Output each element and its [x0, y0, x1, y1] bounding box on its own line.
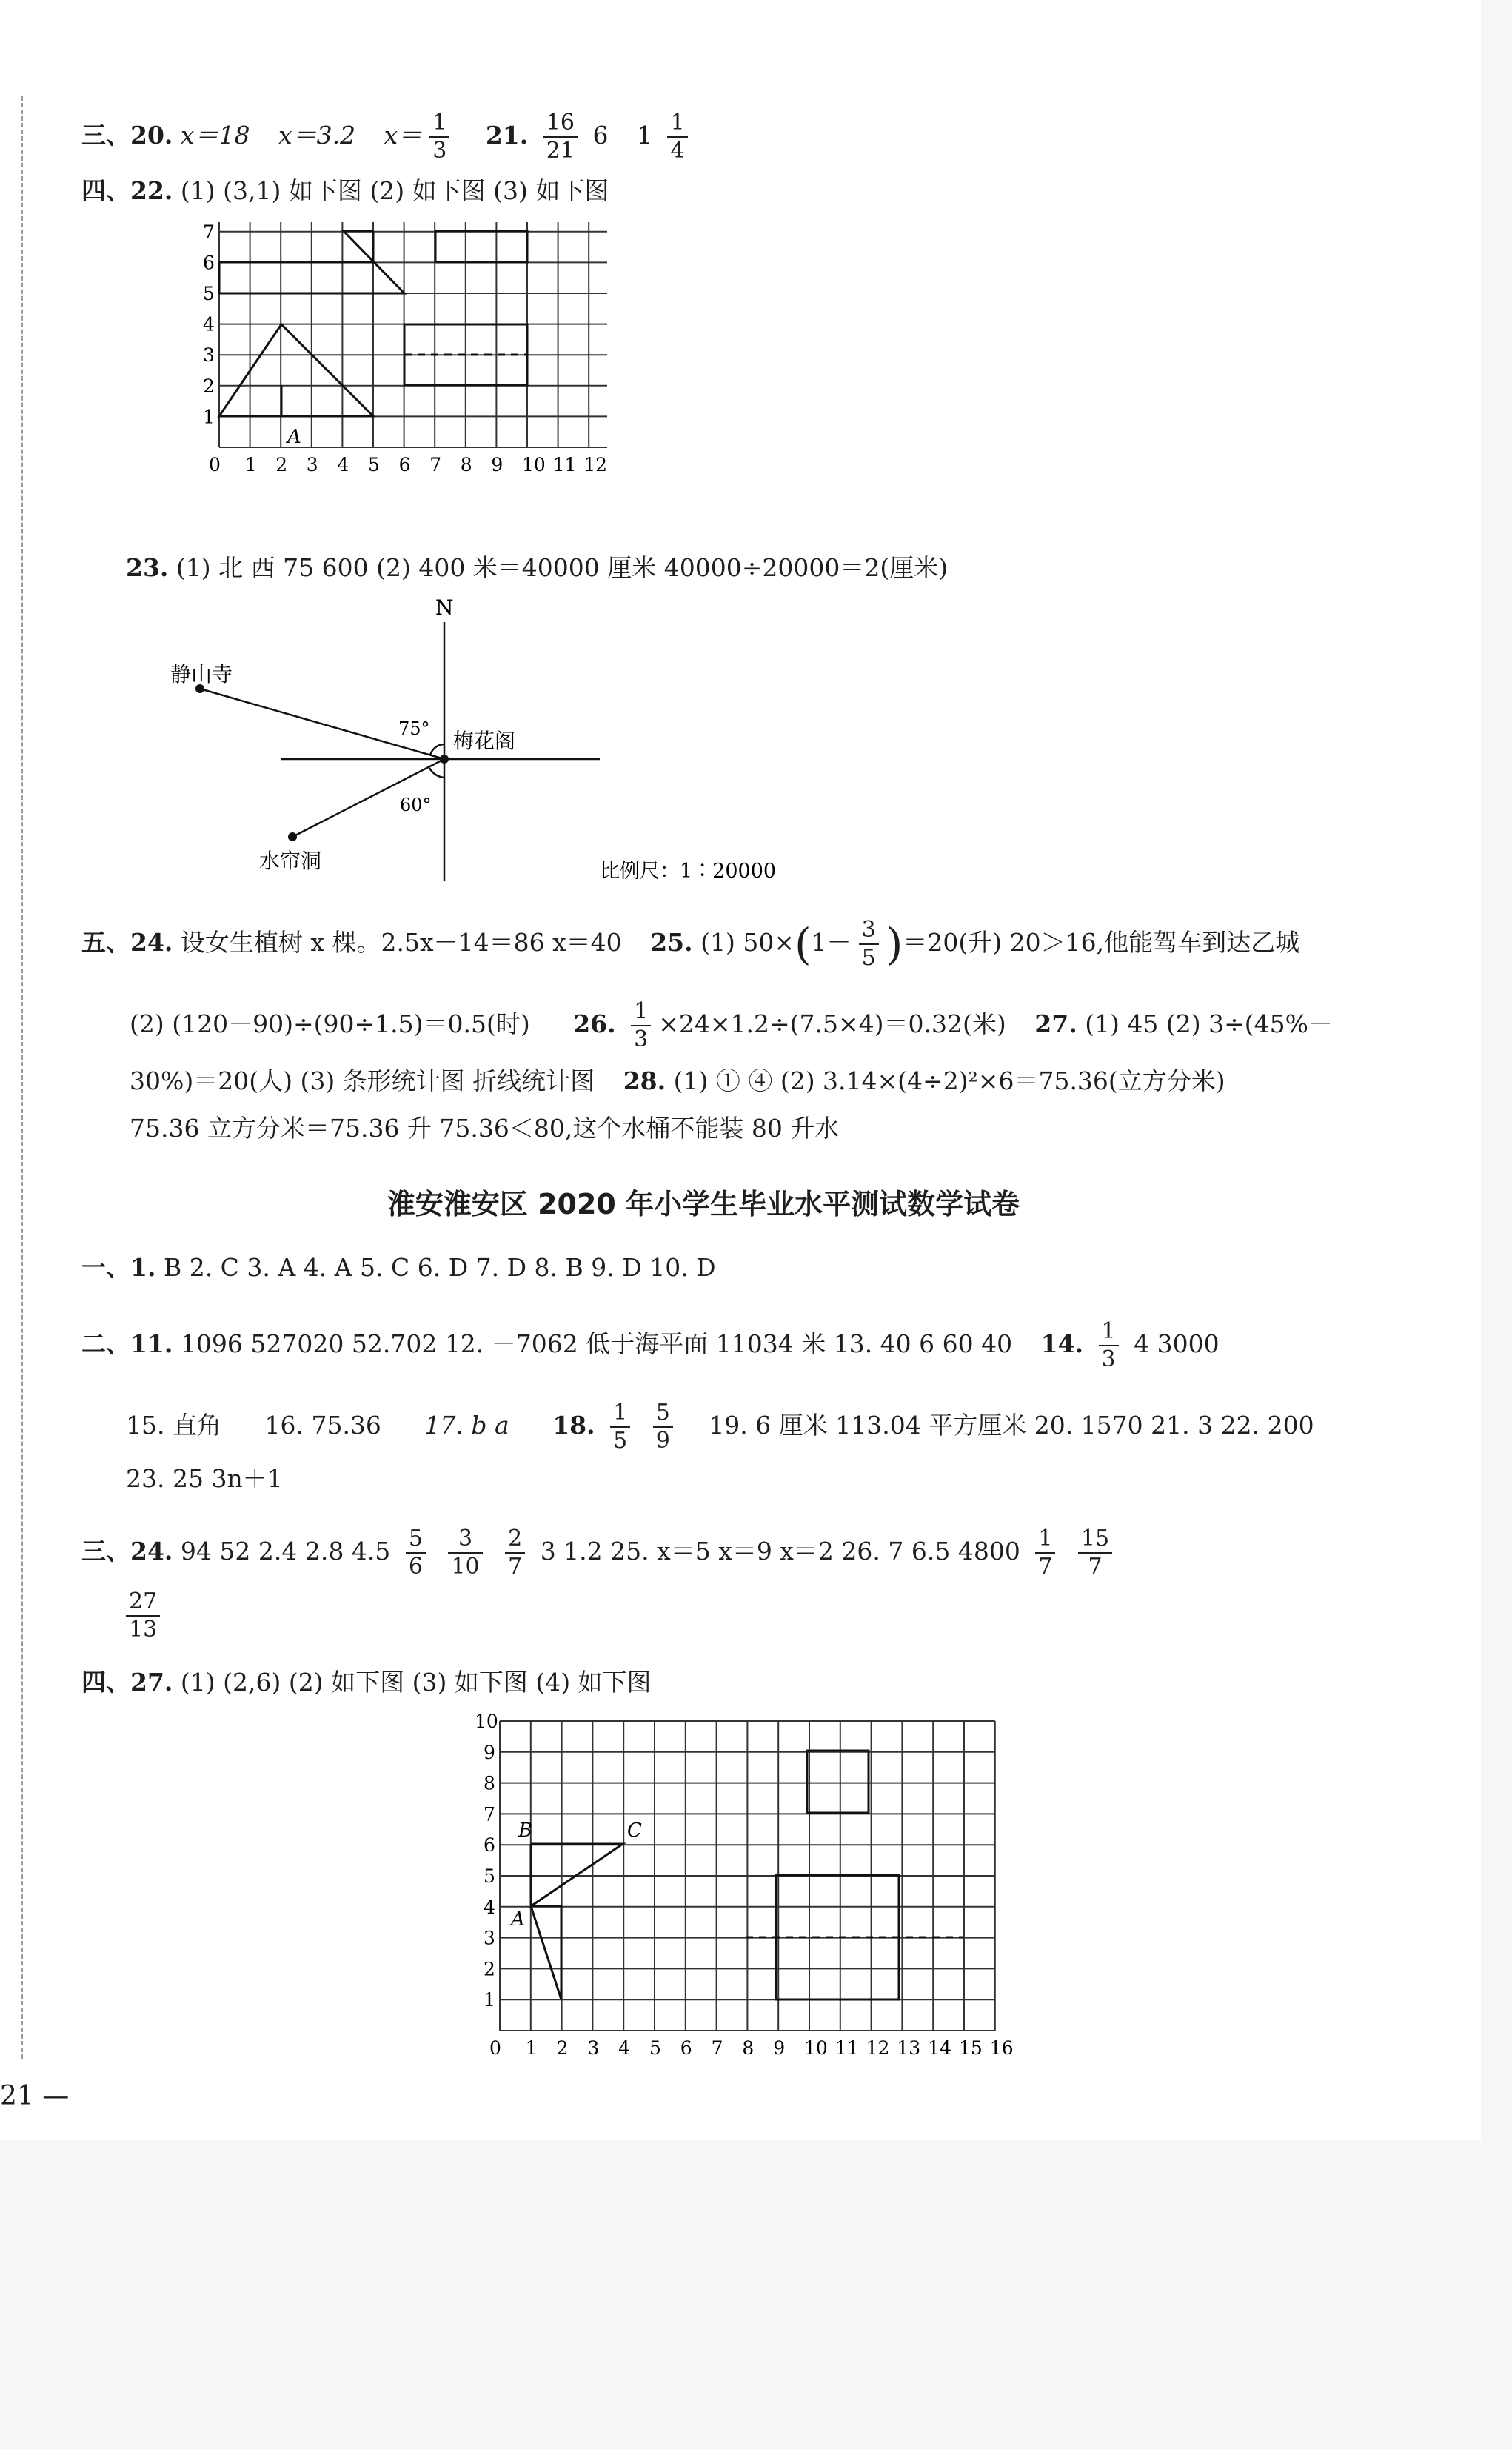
- answer-line-q28b: [130, 1112, 839, 1145]
- answer-line-part4-27: [81, 1666, 652, 1699]
- q25-paren-text: 1－: [811, 928, 852, 957]
- page-number: 21 —: [0, 2081, 70, 2111]
- q20-answer-3: x＝: [384, 121, 423, 150]
- fraction-numerator: 27: [126, 1588, 160, 1617]
- answer-line-q27b: [130, 1065, 1225, 1097]
- fraction-denominator: 21: [546, 138, 575, 164]
- meihua-pavilion-point: [440, 755, 449, 764]
- q21-answer-2: 6: [592, 121, 609, 150]
- grid-2-y-tick-label: 5: [484, 1865, 495, 1887]
- part1-label: 一、1.: [81, 1253, 156, 1282]
- grid-1-y-tick-label: 1: [203, 406, 215, 428]
- fraction-numerator: 5: [406, 1526, 426, 1554]
- fraction-denominator: 3: [634, 1026, 649, 1052]
- grid-1-y-tick-label: 2: [203, 375, 215, 397]
- grid-2-y-tick-label: 6: [484, 1834, 495, 1857]
- q20-label: 三、20.: [81, 121, 173, 150]
- part4-27-text: (1) (2,6) (2) 如下图 (3) 如下图 (4) 如下图: [180, 1668, 652, 1697]
- q16-text: 16. 75.36: [264, 1411, 381, 1440]
- shape-rectangle-top-left: [219, 231, 373, 262]
- q27-label: 27.: [1034, 1009, 1077, 1038]
- fraction-denominator: 6: [408, 1554, 423, 1580]
- answer-line-q23b: [126, 1463, 283, 1495]
- q28-label: 28.: [623, 1066, 666, 1095]
- grid-1-lines: [219, 222, 607, 447]
- angle-arc-60: [429, 768, 444, 778]
- part2-label: 二、11.: [81, 1329, 173, 1358]
- part4-27-label: 四、27.: [81, 1668, 173, 1697]
- shuilian-cave-point: [288, 832, 297, 841]
- grid-2-x-tick-label: 3: [587, 2037, 600, 2059]
- q21-answer-3: 1: [636, 121, 652, 150]
- p24-fraction-1: [406, 1526, 426, 1580]
- q24-text: 设女生植树 x 棵。2.5x－14＝86 x＝40: [180, 928, 622, 957]
- meihua-pavilion-label: 梅花阁: [453, 729, 516, 753]
- angle-arc-75: [430, 744, 444, 755]
- q20-fraction: [429, 110, 449, 164]
- grid-2-x-tick-label: 8: [742, 2037, 755, 2059]
- q26-fraction: [631, 998, 651, 1053]
- q19-22-text: 19. 6 厘米 113.04 平方厘米 20. 1570 21. 3 22. 200: [709, 1411, 1314, 1440]
- grid-1-y-ticks: [203, 222, 215, 427]
- grid-1-x-tick-label: 8: [460, 454, 472, 475]
- grid-2-y-tick-label: 3: [484, 1927, 495, 1949]
- part3-24-text: 94 52 2.4 2.8 4.5: [180, 1537, 391, 1566]
- shape-small-trapezoid: [435, 231, 527, 262]
- grid-figure-1: [163, 222, 607, 541]
- grid-2-x-tick-label: 13: [897, 2037, 921, 2059]
- grid-1-y-tick-label: 3: [203, 344, 215, 367]
- grid-2-x-tick-label: 4: [618, 2037, 631, 2059]
- jingshan-temple-label: 静山寺: [170, 662, 233, 686]
- q23-label: 23.: [126, 553, 169, 582]
- grid-2-y-tick-label: 1: [484, 1989, 495, 2011]
- grid-figure-2: [466, 1711, 1029, 2066]
- grid-1-y-tick-label: 7: [203, 222, 215, 243]
- grid-1-y-tick-label: 5: [203, 283, 215, 304]
- answer-line-part1: [81, 1252, 716, 1284]
- fraction-numerator: 3: [859, 917, 879, 945]
- grid-1-x-tick-label: 9: [491, 454, 504, 475]
- shuilian-cave-label: 水帘洞: [259, 849, 322, 873]
- north-label: N: [435, 595, 454, 620]
- big-paren-close: ): [886, 919, 903, 969]
- q27-text: (1) 45 (2) 3÷(45%－: [1085, 1009, 1334, 1038]
- exam-title: 淮安淮安区 2020 年小学生毕业水平测试数学试卷: [387, 1188, 1020, 1220]
- answer-line-part2: [81, 1318, 1220, 1373]
- grid-2-x-tick-label: 6: [680, 2037, 692, 2059]
- q25-text-post: ＝20(升) 20＞16,他能驾车到达乙城: [903, 928, 1300, 957]
- fraction-denominator: 7: [1038, 1554, 1053, 1580]
- fraction-numerator: 1: [1099, 1318, 1119, 1346]
- answer-line-q23: [126, 552, 948, 584]
- q26-label: 26.: [573, 1009, 616, 1038]
- shape-triangle: [219, 324, 373, 416]
- grid-2-x-tick-label: 10: [804, 2037, 828, 2059]
- q21-fraction-1: [543, 110, 578, 164]
- q18-fraction-1: [610, 1400, 630, 1454]
- grid-2-y-tick-label: 10: [475, 1711, 498, 1732]
- fraction-numerator: 3: [448, 1526, 482, 1554]
- fraction-numerator: 5: [653, 1400, 673, 1428]
- q25-text-pre: (1) 50×: [700, 928, 795, 957]
- q25-label: 25.: [650, 928, 693, 957]
- grid-2-x-tick-label: 0: [489, 2037, 501, 2059]
- point-b-label: B: [518, 1820, 533, 1842]
- fraction-numerator: 1: [610, 1400, 630, 1428]
- answer-line-part3-24b: [118, 1588, 167, 1643]
- q23b-text: 23. 25 3n＋1: [126, 1464, 283, 1493]
- grid-2-x-tick-label: 5: [649, 2037, 661, 2059]
- answer-line-q24: [81, 917, 1299, 972]
- fraction-denominator: 7: [508, 1554, 523, 1580]
- fraction-denominator: 4: [670, 138, 685, 164]
- page-number-text: 21: [0, 2081, 34, 2111]
- q27b-text: 30%)＝20(人) (3) 条形统计图 折线统计图: [130, 1066, 595, 1095]
- p24-fraction-3: [505, 1526, 525, 1580]
- grid-2-x-tick-label: 1: [525, 2037, 538, 2059]
- fraction-numerator: 1: [429, 110, 449, 138]
- q22-label: 四、22.: [81, 176, 173, 205]
- fraction-numerator: 1: [667, 110, 687, 138]
- grid-1-x-tick-label: 7: [429, 454, 442, 475]
- fraction-numerator: 2: [505, 1526, 525, 1554]
- p24-fraction-4: [1035, 1526, 1055, 1580]
- grid-1-x-tick-label: 5: [368, 454, 380, 475]
- grid-1-x-ticks: [209, 454, 607, 475]
- fraction-numerator: 1: [1035, 1526, 1055, 1554]
- q25b-text: (2) (120－90)÷(90÷1.5)＝0.5(时): [130, 1009, 530, 1038]
- fraction-denominator: 7: [1088, 1554, 1103, 1580]
- grid-1-x-tick-label: 1: [244, 454, 257, 475]
- shape-small-square: [807, 1751, 869, 1813]
- p24-fraction-5: [1078, 1526, 1112, 1580]
- q25-fraction: [859, 917, 879, 972]
- part2-text: 1096 527020 52.702 12. －7062 低于海平面 11034 米 13. 40 6 60 40: [180, 1329, 1013, 1358]
- part1-text: B 2. C 3. A 4. A 5. C 6. D 7. D 8. B 9. D 10. D: [163, 1253, 716, 1282]
- grid-2-y-tick-label: 7: [484, 1803, 495, 1825]
- fraction-denominator: 3: [1101, 1346, 1116, 1372]
- point-a-label: A: [287, 426, 301, 448]
- q28-text: (1) ① ④ (2) 3.14×(4÷2)²×6＝75.36(立方分米): [673, 1066, 1225, 1095]
- answer-line-q22: [81, 175, 609, 207]
- grid-2-y-tick-label: 4: [484, 1896, 495, 1918]
- grid-2-x-tick-label: 14: [928, 2037, 952, 2059]
- grid-1-x-tick-label: 3: [306, 454, 318, 475]
- grid-2-x-ticks: [489, 2037, 1014, 2059]
- grid-1-x-tick-label: 10: [522, 454, 546, 475]
- scale-label: 比例尺：1∶20000: [600, 860, 777, 883]
- fraction-numerator: 15: [1078, 1526, 1112, 1554]
- big-paren-open: (: [795, 919, 812, 969]
- grid-2-y-ticks: [475, 1711, 498, 2011]
- grid-2-x-tick-label: 16: [989, 2037, 1014, 2059]
- p24-fraction-6: [126, 1588, 160, 1643]
- answer-line-q25b: [130, 998, 1333, 1053]
- answer-line-q15: [126, 1400, 1314, 1454]
- fraction-denominator: 13: [129, 1617, 158, 1643]
- q17-text: 17. b a: [424, 1411, 509, 1440]
- q15-text: 15. 直角: [126, 1411, 221, 1440]
- grid-1-x-tick-label: 12: [583, 454, 607, 475]
- grid-1-y-tick-label: 4: [203, 313, 215, 335]
- p24-fraction-2: [448, 1526, 482, 1580]
- part3-24-label: 三、24.: [81, 1537, 173, 1566]
- grid-2-x-tick-label: 7: [711, 2037, 723, 2059]
- point-a-label-2: A: [511, 1908, 525, 1931]
- fraction-denominator: 3: [432, 138, 447, 164]
- direction-map: [163, 592, 829, 889]
- q20-answer-2: x＝3.2: [278, 121, 356, 150]
- q14-rest: 4 3000: [1134, 1329, 1220, 1358]
- grid-2-x-tick-label: 2: [556, 2037, 569, 2059]
- grid-2-y-tick-label: 8: [484, 1772, 495, 1794]
- q28b-text: 75.36 立方分米＝75.36 升 75.36＜80,这个水桶不能装 80 升水: [130, 1114, 840, 1143]
- grid-1-x-tick-label: 2: [275, 454, 288, 475]
- fraction-numerator: 1: [631, 998, 651, 1026]
- q14-fraction: [1099, 1318, 1119, 1373]
- grid-1-y-tick-label: 6: [203, 252, 215, 274]
- q26-text: ×24×1.2÷(7.5×4)＝0.32(米): [658, 1009, 1006, 1038]
- grid-2-y-tick-label: 2: [484, 1958, 495, 1980]
- grid-2-x-tick-label: 15: [959, 2037, 983, 2059]
- q21-fraction-2: [667, 110, 687, 164]
- grid-2-x-tick-label: 11: [834, 2037, 859, 2059]
- fraction-denominator: 9: [655, 1428, 670, 1454]
- answer-line-part3-24: [81, 1526, 1120, 1580]
- fraction-numerator: 16: [543, 110, 578, 138]
- q23-text: (1) 北 西 75 600 (2) 400 米＝40000 厘米 40000÷20000＝2(厘米): [175, 553, 949, 582]
- grid-1-x-tick-label: 0: [209, 454, 221, 475]
- grid-1-x-tick-label: 6: [398, 454, 411, 475]
- angle-75-label: 75°: [398, 718, 430, 739]
- q21-label: 21.: [485, 121, 529, 150]
- fraction-denominator: 5: [613, 1428, 628, 1454]
- angle-60-label: 60°: [400, 795, 432, 815]
- answer-line-q20: [81, 110, 695, 164]
- shape-triangle-a: [531, 1906, 561, 1999]
- binding-margin: [21, 96, 23, 2059]
- q22-text: (1) (3,1) 如下图 (2) 如下图 (3) 如下图: [180, 176, 609, 205]
- q18-label: 18.: [552, 1411, 595, 1440]
- q20-answer-1: x＝18: [180, 121, 250, 150]
- grid-1-x-tick-label: 11: [552, 454, 577, 475]
- fraction-denominator: 10: [451, 1554, 480, 1580]
- q18-fraction-2: [653, 1400, 673, 1454]
- point-c-label: C: [627, 1820, 642, 1842]
- part3-24-mid: 3 1.2 25. x＝5 x＝9 x＝2 26. 7 6.5 4800: [540, 1537, 1020, 1566]
- grid-2-y-tick-label: 9: [484, 1741, 495, 1763]
- q14-label: 14.: [1040, 1329, 1084, 1358]
- grid-2-x-tick-label: 9: [773, 2037, 786, 2059]
- grid-2-x-tick-label: 12: [866, 2037, 890, 2059]
- q24-label: 五、24.: [81, 928, 173, 957]
- grid-1-x-tick-label: 4: [337, 454, 349, 475]
- fraction-denominator: 5: [861, 945, 876, 971]
